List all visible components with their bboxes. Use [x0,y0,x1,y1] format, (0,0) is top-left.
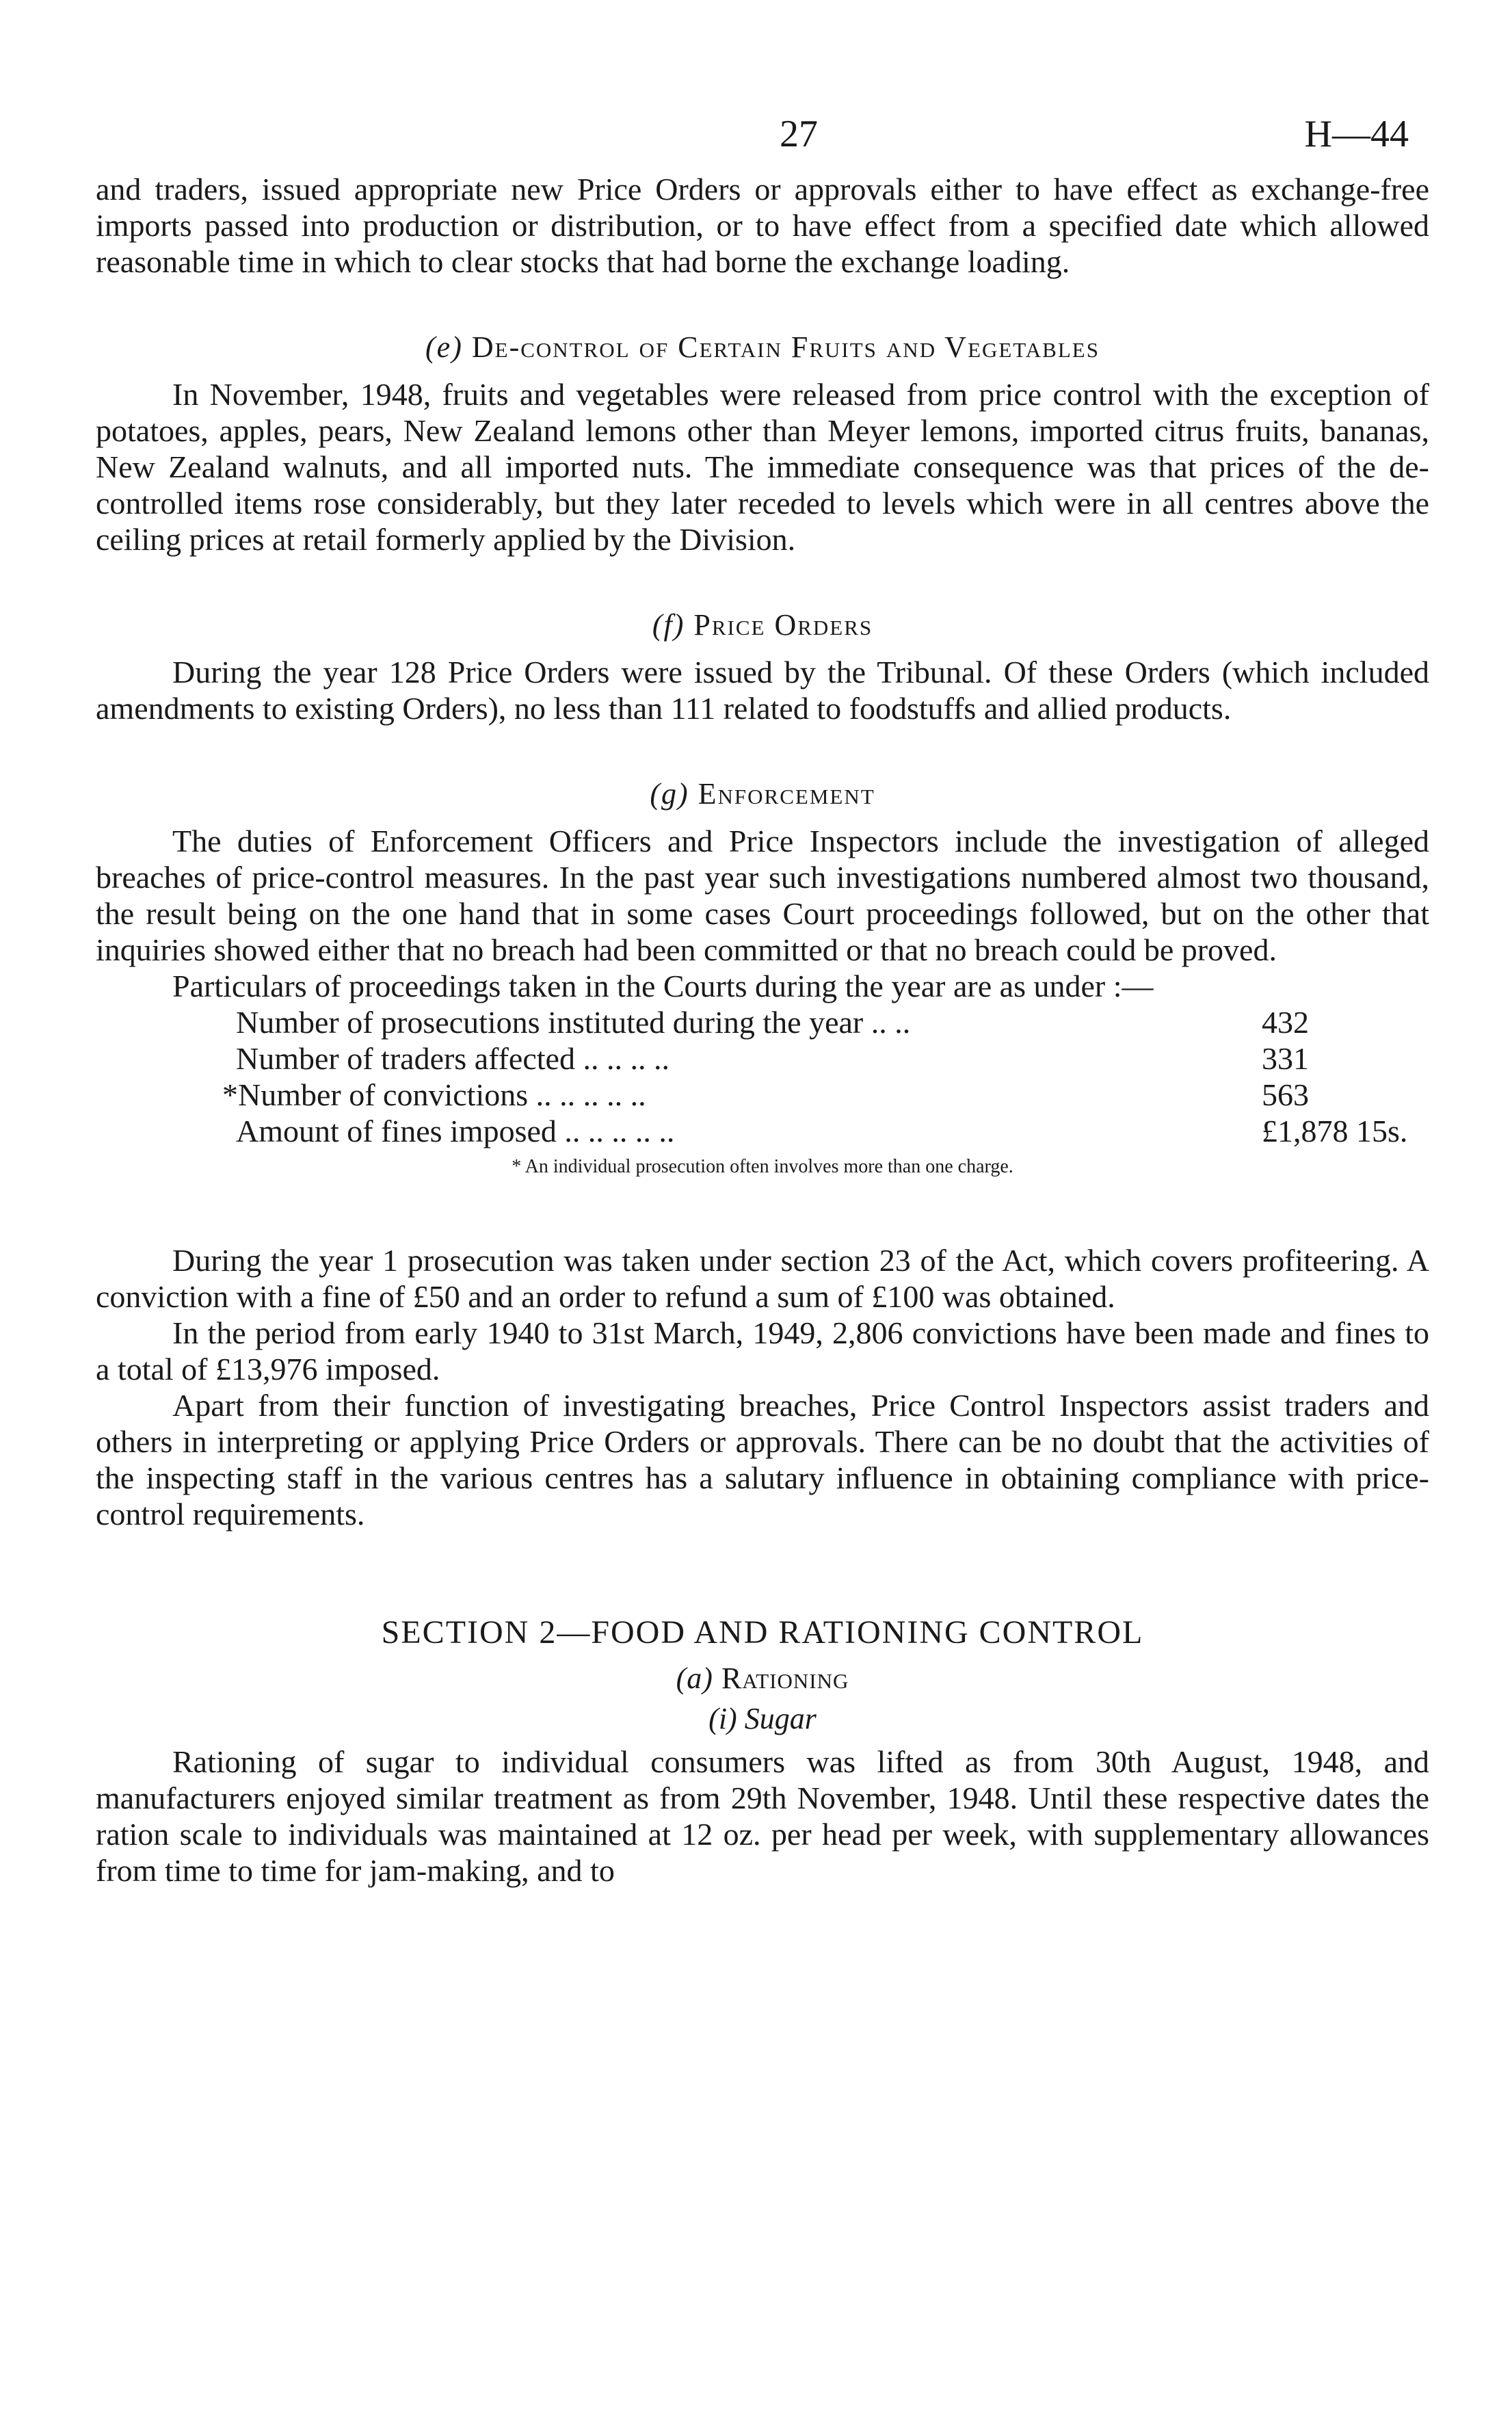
heading-f-letter: (f) [652,608,685,642]
heading-g [96,776,1429,812]
heading-f-title: Price Orders [693,608,873,642]
paragraph-enforcement-duties: The duties of Enforcement Officers and Price Inspectors include the investigation of alleged breaches of price-control measures. In the past year such investigations numbered almost two thousand, the result being on the one hand that in some cases Court proceedings followed, but on the other that inquiries showed either that no breach had been committed or that no breach could be proved. [96,824,1429,967]
paragraph-convictions-total: In the period from early 1940 to 31st March, 1949, 2,806 convictions have been made and fines to a total of £13,976 imposed. [96,1315,1429,1387]
table-row-label: *Number of convictions .. .. .. .. .. [222,1077,646,1112]
heading-g-letter: (g) [650,777,689,811]
heading-e-title: De-control of Certain Fruits and Vegetables [471,330,1100,364]
heading-g-title: Enforcement [698,777,875,811]
page-header [96,113,1429,171]
document-reference: H—44 [1304,113,1409,155]
table-footnote: * An individual prosecution often involves more than one charge. [512,1156,1013,1177]
page-number: 27 [780,113,818,155]
table-row-value: £1,878 15s. [1262,1114,1408,1148]
proceedings-table [222,1004,1429,1149]
table-row [236,1113,1429,1149]
table-row-value: 432 [1262,1005,1309,1040]
table-row-value: 331 [1262,1041,1309,1076]
heading-sugar: (i) Sugar [708,1702,817,1735]
paragraph-sugar: Rationing of sugar to individual consumers was lifted as from 30th August, 1948, and manufacturers enjoyed similar treatment as from 29th November, 1948. Until these respective dates the ration scale to individuals was maintained at 12 oz. per head per week, with supplementary allowances from time to time for jam-making, and to [96,1744,1429,1888]
heading-e [96,329,1429,365]
table-row [236,1040,1429,1077]
heading-a [96,1660,1429,1696]
paragraph-decontrol: In November, 1948, fruits and vegetables were released from price control with the exception of potatoes, apples, pears, New Zealand lemons other than Meyer lemons, imported citrus fruits, bananas, New Zealand walnuts, and all imported nuts. The immediate consequence was that prices of the de-controlled items rose considerably, but they later receded to levels which were in all centres above the ceiling prices at retail formerly applied by the Division. [96,377,1429,557]
heading-f [96,607,1429,643]
table-row-label: Number of traders affected .. .. .. .. [236,1041,669,1076]
table-row [236,1004,1429,1040]
paragraph-profiteering: During the year 1 prosecution was taken under section 23 of the Act, which covers profiteering. A conviction with a fine of £50 and an order to refund a sum of £100 was obtained. [96,1243,1429,1314]
document-page [96,113,1429,1889]
paragraph-continuation: and traders, issued appropriate new Price Orders or approvals either to have effect as exchange-free imports passed into production or distribution, or to have effect from a specified date which allowed reasonable time in which to clear stocks that had borne the exchange loading. [96,172,1429,279]
paragraph-price-orders: During the year 128 Price Orders were issued by the Tribunal. Of these Orders (which included amendments to existing Orders), no less than 111 related to foodstuffs and allied products. [96,655,1429,726]
section-2-heading: SECTION 2—FOOD AND RATIONING CONTROL [381,1614,1144,1651]
heading-e-letter: (e) [425,330,463,364]
table-row-label: Amount of fines imposed .. .. .. .. .. [236,1114,675,1148]
table-row-label: Number of prosecutions instituted during the year .. .. [236,1005,911,1040]
table-row-value: 563 [1262,1077,1309,1112]
heading-a-title: Rationing [721,1661,849,1695]
table-row [222,1077,1429,1113]
heading-a-letter: (a) [676,1661,713,1695]
paragraph-particulars-intro: Particulars of proceedings taken in the Courts during the year are as under :— [172,969,1154,1003]
paragraph-inspectors: Apart from their function of investigating breaches, Price Control Inspectors assist traders and others in interpreting or applying Price Orders or approvals. There can be no doubt that the activities of the inspecting staff in the various centres has a salutary influence in obtaining compliance with price-control requirements. [96,1388,1429,1532]
